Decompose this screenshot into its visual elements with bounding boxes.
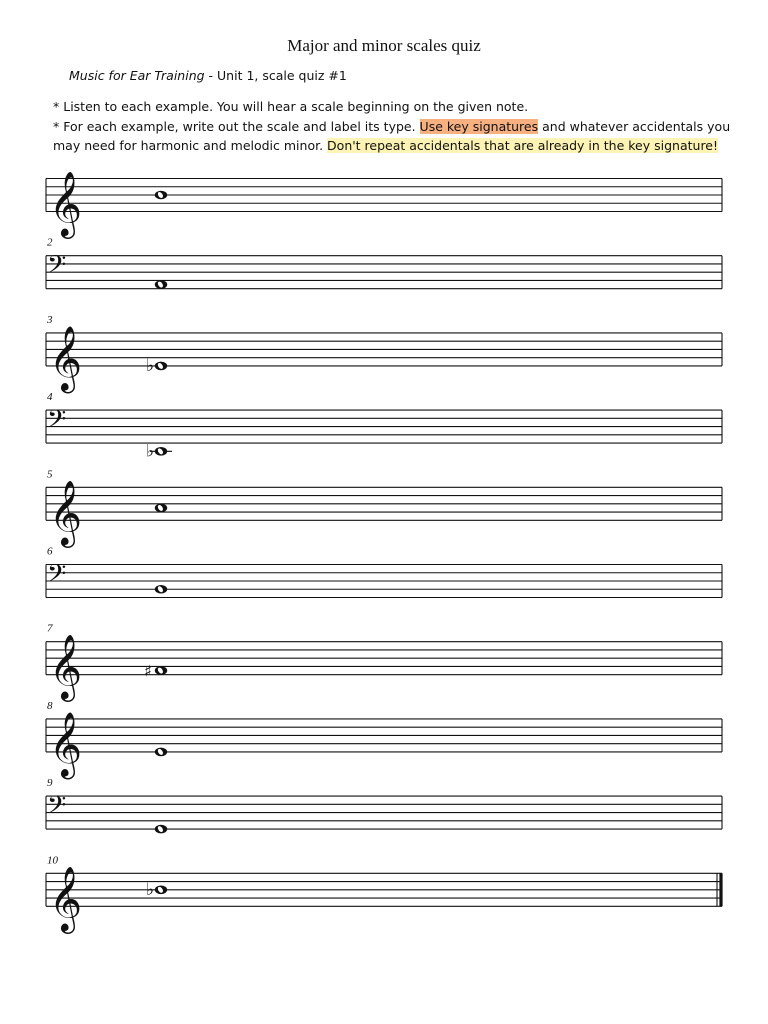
measure-number: 9 [47, 777, 53, 790]
instruction-line-2-end: and whatever accidentals you [542, 118, 731, 134]
instruction-line-3-start: may need for harmonic and melodic minor. [53, 138, 324, 153]
course-name: Music for Ear Training [69, 68, 205, 83]
bass-clef-icon: 𝄢 [47, 250, 67, 286]
bass-clef-icon: 𝄢 [47, 559, 67, 595]
unit-label: - Unit 1, scale quiz #1 [204, 68, 347, 83]
measure-number: 8 [47, 699, 53, 712]
measure-number: 2 [47, 236, 53, 249]
treble-clef-icon: 𝄞 [49, 480, 83, 546]
measure-number: 3 [47, 313, 53, 326]
quiz-title: Major and minor scales quiz [287, 36, 481, 55]
treble-clef-icon: 𝄞 [49, 325, 83, 391]
flat-icon: ♭ [146, 879, 155, 900]
sharp-icon: ♯ [144, 661, 152, 681]
measure-number: 5 [47, 468, 53, 481]
treble-clef-icon: 𝄞 [49, 866, 83, 932]
flat-icon: ♭ [146, 355, 155, 376]
bass-clef-icon: 𝄢 [47, 405, 67, 441]
bass-clef-icon: 𝄢 [47, 791, 67, 827]
measure-number: 4 [47, 391, 53, 404]
flat-icon: ♭ [146, 441, 155, 462]
instruction-line-1: * Listen to each example. You will hear a scale beginning on the given note. [53, 99, 529, 114]
accidental-warning-highlight: Don't repeat accidentals that are already in the key signature! [327, 138, 719, 153]
treble-clef-icon: 𝄞 [49, 171, 83, 237]
measure-number: 7 [47, 622, 53, 635]
treble-clef-icon: 𝄞 [49, 634, 83, 700]
instruction-line-2-start: * For each example, write out the scale and label its type. [53, 118, 416, 134]
treble-clef-icon: 𝄞 [49, 711, 83, 777]
measure-number: 10 [47, 854, 58, 867]
measure-number: 6 [47, 545, 53, 558]
key-signature-highlight: Use key signatures [419, 118, 539, 134]
